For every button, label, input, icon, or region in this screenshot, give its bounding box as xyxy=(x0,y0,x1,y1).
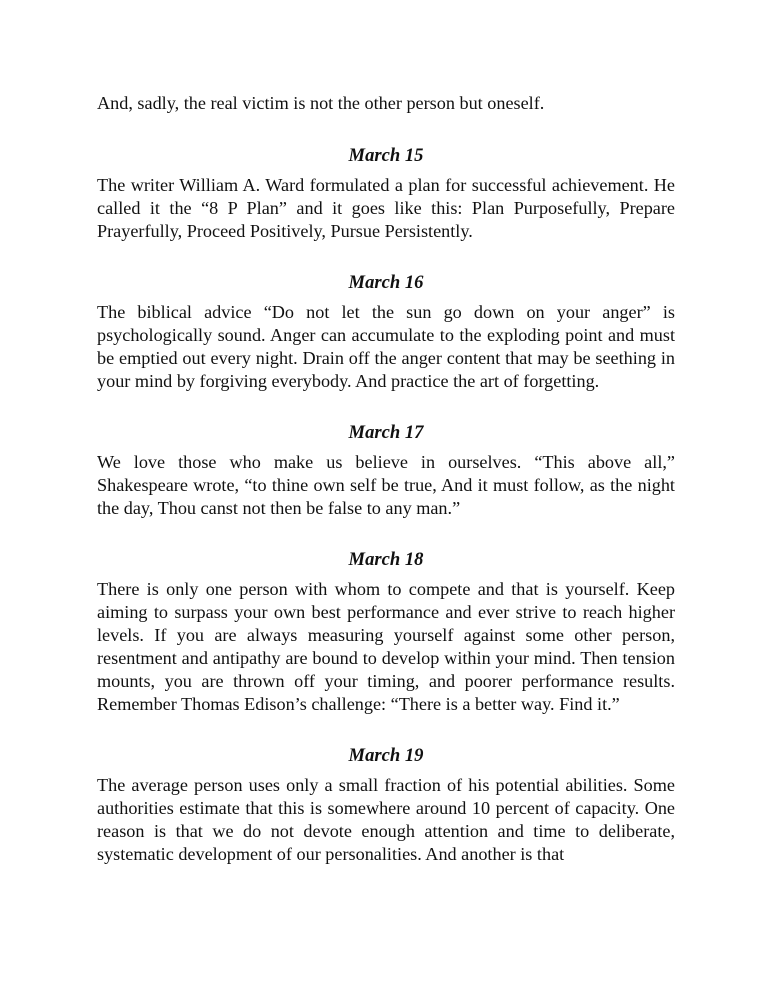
heading-march-17: March 17 xyxy=(348,422,424,443)
paragraph-march-16: The biblical advice “Do not let the sun go down on your anger” is psychologically sound. Anger can accumulate to the exploding point and must be emptied out every night. Drain off the anger content that may be seething in your mind by forgiving everybody. And practice the art of forgetting. xyxy=(97,302,675,391)
intro-paragraph: And, sadly, the real victim is not the other person but oneself. xyxy=(97,93,545,113)
heading-march-16: March 16 xyxy=(348,272,424,293)
document-page xyxy=(97,92,675,866)
heading-march-15: March 15 xyxy=(348,145,424,166)
heading-march-18: March 18 xyxy=(348,549,424,570)
heading-march-19: March 19 xyxy=(348,745,424,766)
paragraph-march-15: The writer William A. Ward formulated a plan for successful achievement. He called it the “8 P Plan” and it goes like this: Plan Purposefully, Prepare Prayerfully, Proceed Positively, Pursue Persistently. xyxy=(97,175,675,241)
paragraph-march-19: The average person uses only a small fraction of his potential abilities. Some authorities estimate that this is somewhere around 10 percent of capacity. One reason is that we do not devote enough attention and time to deliberate, systematic development of our personalities. And another is that xyxy=(97,775,675,864)
paragraph-march-18: There is only one person with whom to compete and that is yourself. Keep aiming to surpass your own best performance and ever strive to reach higher levels. If you are always measuring yourself against some other person, resentment and antipathy are bound to develop within your mind. Then tension mounts, you are thrown off your timing, and poorer performance results. Remember Thomas Edison’s challenge: “There is a better way. Find it.” xyxy=(97,579,675,714)
paragraph-march-17: We love those who make us believe in ourselves. “This above all,” Shakespeare wrote, “to thine own self be true, And it must follow, as the night the day, Thou canst not then be false to any man.” xyxy=(97,452,675,518)
